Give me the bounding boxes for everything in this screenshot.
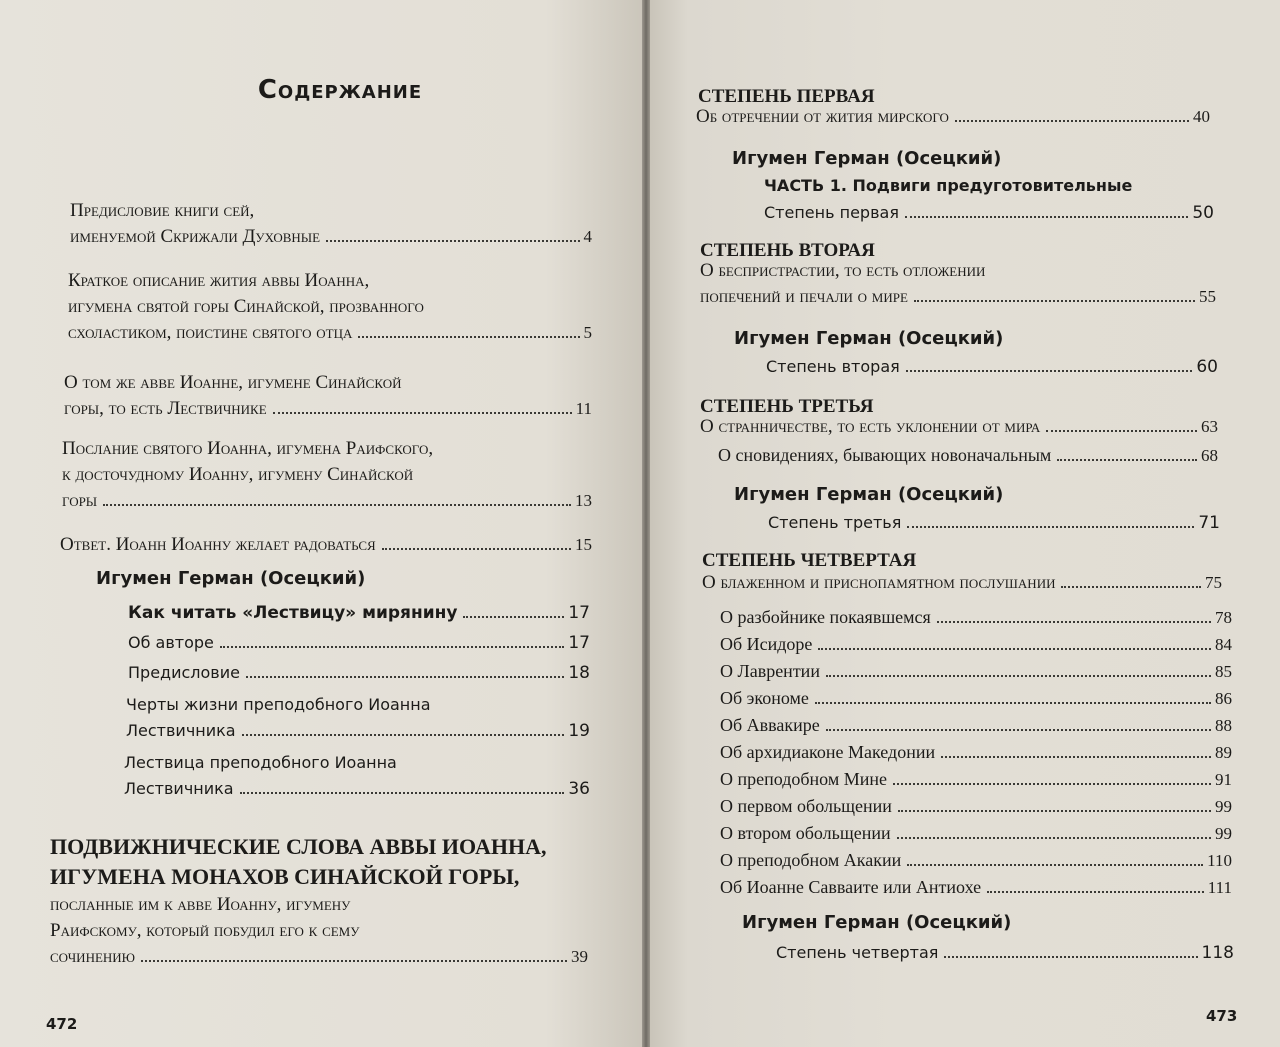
toc-entry-letter: Послание святого Иоанна, игумена Раифского, к досточудному Иоанну, игумену Синайской горы 13 (62, 436, 592, 514)
page-ref: 17 (568, 633, 590, 653)
page-ref: 118 (1201, 943, 1234, 963)
toc-entry-ladder: О том же авве Иоанне, игумене Синайской горы, то есть Лествичнике 11 (64, 370, 592, 422)
list-item: О разбойнике покаявшемся 78 (720, 607, 1232, 627)
toc-entry-degree-2: О беспристрастии, то есть отложении попечений и печали о мире 55 (700, 258, 1216, 310)
page-ref: 71 (1198, 513, 1220, 533)
page-number: 473 (1206, 1007, 1238, 1025)
list-item: О Лаврентии 85 (720, 661, 1232, 681)
list-item: О втором обольщении 99 (720, 823, 1232, 843)
toc-sub-list (720, 604, 1232, 901)
toc-title: Содержание (257, 75, 423, 105)
degree-heading-3: СТЕПЕНЬ ТРЕТЬЯ (700, 396, 874, 417)
toc-sub-degree-4: Степень четвертая 118 (776, 940, 1234, 966)
author-heading: Игумен Герман (Осецкий) (734, 328, 1004, 349)
toc-entry-answer: Ответ. Иоанн Иоанну желает радоваться 15 (60, 532, 592, 558)
page-ref: 17 (568, 603, 590, 623)
page-ref: 50 (1192, 203, 1214, 223)
part-heading: ЧАСТЬ 1. Подвиги предуготовительные (764, 176, 1133, 195)
page-ref: 39 (571, 947, 588, 966)
page-ref: 15 (575, 535, 592, 554)
page-ref: 4 (583, 227, 592, 246)
toc-entry-degree-4: О блаженном и приснопамятном послушании 75 (702, 570, 1222, 596)
page-ref: 55 (1199, 287, 1216, 306)
degree-heading-4: СТЕПЕНЬ ЧЕТВЕРТАЯ (702, 550, 917, 571)
degree-heading-1: СТЕПЕНЬ ПЕРВАЯ (698, 86, 875, 107)
page-ref: 11 (575, 399, 592, 418)
toc-sub-life-traits: Черты жизни преподобного Иоанна Лествичника 19 (126, 692, 590, 744)
page-ref: 68 (1201, 446, 1218, 465)
toc-sub-dreams: О сновидениях, бывающих новоначальным 68 (718, 442, 1218, 469)
toc-entry-degree-3: О странничестве, то есть уклонении от мира 63 (700, 414, 1218, 440)
page-ref: 5 (583, 323, 592, 342)
toc-sub-degree-3: Степень третья 71 (768, 510, 1220, 536)
author-heading: Игумен Герман (Осецкий) (732, 148, 1002, 169)
list-item: О преподобном Мине 91 (720, 769, 1232, 789)
list-item: Об Исидоре 84 (720, 634, 1232, 654)
author-heading: Игумен Герман (Осецкий) (742, 912, 1012, 933)
list-item: Об Иоанне Савваите или Антиохе 111 (720, 877, 1232, 897)
page-ref: 36 (568, 779, 590, 799)
toc-entry-preface: Предисловие книги сей, именуемой Скрижали Духовные 4 (70, 198, 592, 250)
list-item: Об Аввакире 88 (720, 715, 1232, 735)
author-heading: Игумен Герман (Осецкий) (96, 568, 366, 589)
list-item: Об архидиаконе Македонии 89 (720, 742, 1232, 762)
list-item: О первом обольщении 99 (720, 796, 1232, 816)
page-ref: 60 (1196, 357, 1218, 377)
right-page (650, 0, 1280, 1047)
list-item: О преподобном Акакии 110 (720, 850, 1232, 870)
page-ref: 40 (1193, 107, 1210, 126)
toc-entry-ascetic-words: посланные им к авве Иоанну, игумену Раифскому, который побудил его к сему сочинению 39 (50, 892, 588, 970)
author-heading: Игумен Герман (Осецкий) (734, 484, 1004, 505)
toc-sub-degree-1: Степень первая 50 (764, 200, 1214, 226)
page-ref: 63 (1201, 417, 1218, 436)
page-ref: 18 (568, 663, 590, 683)
toc-entry-life: Краткое описание жития аввы Иоанна, игумена святой горы Синайской, прозванного схоластиком, поистине святого отца 5 (68, 268, 592, 346)
toc-sub-how-to-read: Как читать «Лествицу» мирянину 17 (128, 600, 590, 626)
book-gutter (642, 0, 650, 1047)
page-ref: 19 (568, 721, 590, 741)
toc-sub-ladder: Лествица преподобного Иоанна Лествичника 36 (124, 750, 590, 802)
section-heading: ПОДВИЖНИЧЕСКИЕ СЛОВА АВВЫ ИОАННА, ИГУМЕНА МОНАХОВ СИНАЙСКОЙ ГОРЫ, (50, 834, 547, 889)
degree-heading-2: СТЕПЕНЬ ВТОРАЯ (700, 240, 875, 261)
toc-sub-degree-2: Степень вторая 60 (766, 354, 1218, 380)
page-number: 472 (46, 1015, 78, 1033)
toc-sub-preface: Предисловие 18 (128, 660, 590, 686)
toc-entry-degree-1: Об отречении от жития мирского 40 (696, 104, 1210, 130)
page-ref: 13 (575, 491, 592, 510)
toc-sub-author: Об авторе 17 (128, 630, 590, 656)
list-item: Об экономе 86 (720, 688, 1232, 708)
page-ref: 75 (1205, 573, 1222, 592)
